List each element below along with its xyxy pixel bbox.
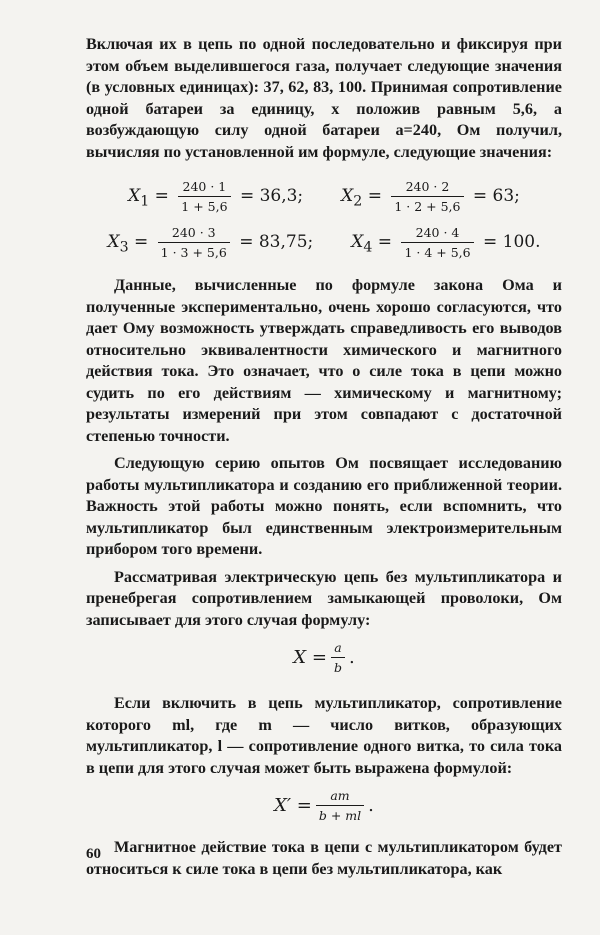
formula-x2-denominator: 1 · 2 + 5,6 — [391, 196, 463, 214]
formula-x1-lhs: X — [128, 185, 141, 206]
page-number: 60 — [86, 846, 101, 862]
formula-row-2 — [86, 219, 562, 265]
paragraph-2: Данные, вычисленные по формуле закона Ома и полученные экспериментально, очень хорошо согласуются, что дает Ому возможность утверждать справедливость его выводов относительно эквивалентности химического и магнитного действия тока. Это означает, что о силе тока в цепи можно судить по его действиям — химическому и магнитному; результаты измерений при этом совпадают с достаточной степенью точности. — [86, 276, 562, 445]
formula-x2: $X_2$ = $\frac{240 \cdot 2}{1 \cdot 2 + 5,6}$ = 63; — [341, 178, 520, 214]
formula-block-values — [86, 173, 562, 265]
formula-x3-fraction — [158, 225, 230, 260]
formula-x4-fraction — [401, 225, 473, 260]
formula-simple: X = $\frac{a}{b}$ . — [293, 639, 355, 675]
formula-mult-fraction — [316, 788, 364, 823]
paragraph-6: Магнитное действие тока в цепи с мультипликатором будет относиться к силе тока в цепи без мультипликатора, как — [86, 838, 562, 878]
formula-x3-numerator: 240 · 3 — [171, 224, 216, 240]
formula-simple-numerator: a — [334, 639, 342, 655]
formula-x3-denominator: 1 · 3 + 5,6 — [158, 242, 230, 260]
formula-mult-denominator: b + ml — [316, 805, 364, 823]
formula-mult-tail: . — [368, 794, 374, 816]
formula-x3-result: = 83,75; — [239, 231, 314, 252]
formula-x3-lhs: X — [107, 231, 120, 252]
formula-x4-result: = 100. — [483, 231, 541, 252]
formula-x4-denominator: 1 · 4 + 5,6 — [401, 242, 473, 260]
formula-x1-result: = 36,3; — [239, 185, 304, 206]
formula-simple-tail: . — [348, 646, 355, 668]
paragraph-3: Следующую серию опытов Ом посвящает исследованию работы мультипликатора и созданию его приближенной теории. Важность этой работы можно понять, если вспомнить, что мультипликатор был единственным электроизмерительным прибором того времени. — [86, 454, 562, 558]
formula-simple-lhs: X — [293, 646, 307, 668]
formula-x4-sub: 4 — [363, 238, 373, 255]
paragraph-5: Если включить в цепь мультипликатор, сопротивление которого ml, где m — число витков, образующих мультипликатор, l — сопротивление одного витка, то сила тока в цепи для этого случая может быть выражена формулой: — [86, 694, 562, 777]
formula-x1-denominator: 1 + 5,6 — [178, 196, 230, 214]
formula-x3: $X_3$ = $\frac{240 \cdot 3}{1 \cdot 3 + 5,6}$ = 83,75; — [107, 224, 314, 260]
formula-x2-sub: 2 — [353, 192, 363, 209]
formula-multiplier: X′ = $\frac{am}{b + ml}$ . — [274, 787, 374, 823]
formula-mult-numerator: am — [330, 787, 350, 803]
formula-simple-fraction — [331, 640, 345, 675]
paragraph-1: Включая их в цепь по одной последовательно и фиксируя при этом объем выделившегося газа, получает следующие значения (в условных единицах): 37, 62, 83, 100. Принимая сопротивление одной батареи за единицу, x положив равным 5,6, а возбуждающую силу одной батареи a=240, Ом получил, вычисляя по установленной им формуле, следующие значения: — [86, 35, 562, 161]
formula-x1: $X_1$ = $\frac{240 \cdot 1}{1 + 5,6}$ = 36,3; — [128, 178, 304, 214]
paragraph-4: Рассматривая электрическую цепь без мультипликатора и пренебрегая сопротивлением замыкающей проволоки, Ом записывает для этого случая формулу: — [86, 567, 562, 629]
formula-x1-sub: 1 — [140, 192, 150, 209]
formula-x2-numerator: 240 · 2 — [405, 178, 450, 194]
formula-mult-lhs: X′ — [274, 794, 292, 816]
formula-x4-numerator: 240 · 4 — [415, 224, 460, 240]
formula-row-1 — [86, 173, 562, 219]
formula-x4-lhs: X — [351, 231, 364, 252]
formula-x2-result: = 63; — [472, 185, 520, 206]
formula-x2-fraction — [391, 179, 463, 214]
formula-x1-fraction — [178, 179, 230, 214]
formula-simple-denominator: b — [331, 657, 345, 675]
formula-x1-numerator: 240 · 1 — [182, 178, 227, 194]
formula-x2-lhs: X — [341, 185, 354, 206]
formula-x3-sub: 3 — [119, 238, 129, 255]
formula-x4: $X_4$ = $\frac{240 \cdot 4}{1 \cdot 4 + 5,6}$ = 100. — [351, 224, 541, 260]
